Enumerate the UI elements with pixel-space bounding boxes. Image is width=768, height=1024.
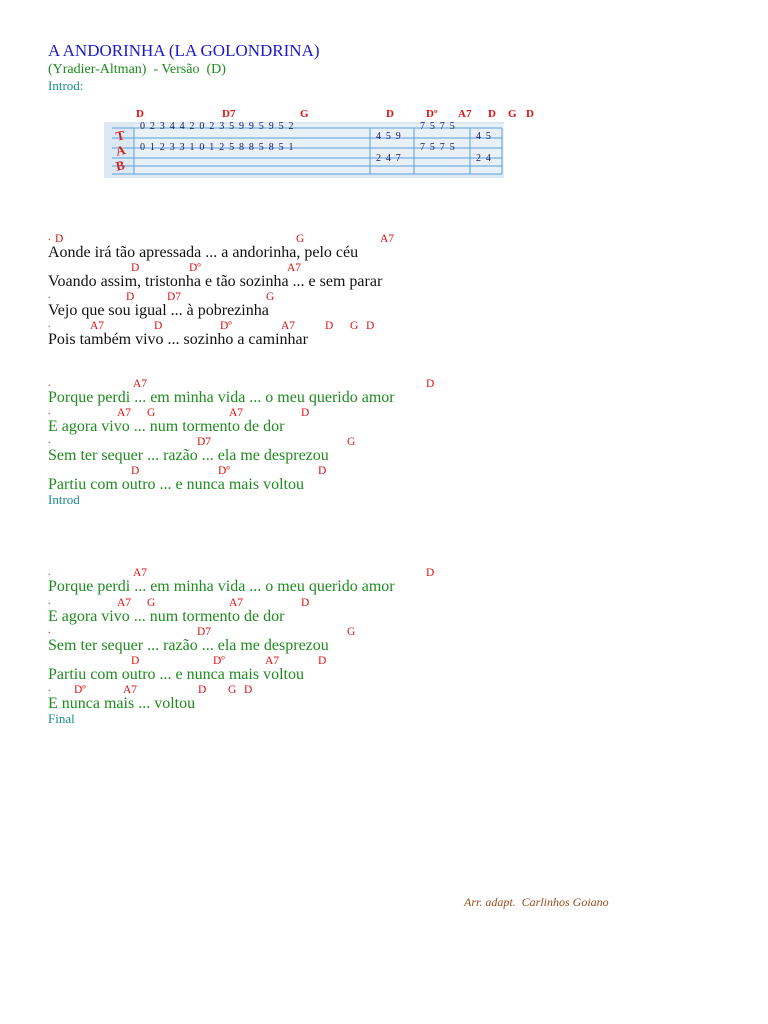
chord: D — [426, 378, 435, 390]
chord: D7 — [197, 436, 212, 448]
chord: D — [318, 655, 327, 667]
chord: D — [318, 465, 327, 477]
chord: D7 — [167, 291, 182, 303]
chord-mark: . — [48, 567, 51, 578]
tab-chord: D — [136, 108, 144, 120]
lyric-line: Vejo que sou igual ... à pobrezinha — [48, 302, 269, 319]
chord: G — [350, 320, 359, 332]
tab-string-2: 4 5 9 — [376, 131, 402, 142]
tab-string-4b: 2 4 — [476, 153, 493, 164]
chord: D — [131, 465, 140, 477]
tablature — [104, 108, 504, 178]
chord: A7 — [265, 655, 280, 667]
lyric-line: Aonde irá tão apressada ... a andorinha, pelo céu — [48, 244, 359, 261]
chord-mark: . — [48, 435, 51, 446]
tab-chord: D — [386, 108, 394, 120]
chord: Dº — [213, 655, 225, 667]
lyric-line: E nunca mais ... voltou — [48, 695, 196, 712]
lyric-line: Pois também vivo ... sozinho a caminhar — [48, 331, 308, 348]
tab-string-3b: 7 5 7 5 — [420, 142, 456, 153]
chord-mark: . — [48, 406, 51, 417]
chord: G — [147, 407, 156, 419]
tab-string-1c: 4 5 — [476, 131, 493, 142]
chord: A7 — [123, 684, 138, 696]
chord: D — [301, 597, 310, 609]
song-subtitle: (Yradier-Altman) - Versão (D) — [48, 62, 226, 77]
lyric-line: Sem ter sequer ... razão ... ela me desprezou — [48, 637, 329, 654]
chord: A7 — [117, 597, 132, 609]
tab-string-1b: 7 5 7 5 — [420, 121, 456, 132]
chord: A7 — [380, 233, 395, 245]
tab-chord: A7 — [458, 108, 472, 120]
svg-text:A: A — [114, 142, 127, 159]
chord: D — [244, 684, 253, 696]
tab-string-3: 0 1 2 3 3 1 0 1 2 5 8 8 5 8 5 1 — [140, 142, 295, 153]
chord-mark: . — [48, 319, 51, 330]
lyric-line: E agora vivo ... num tormento de dor — [48, 418, 285, 435]
chord: A7 — [90, 320, 105, 332]
svg-text:T: T — [114, 127, 127, 144]
chord-mark: . — [48, 596, 51, 607]
tab-chord: G — [508, 108, 517, 120]
tab-string-4: 2 4 7 — [376, 153, 402, 164]
chord: G — [228, 684, 237, 696]
chord: Dº — [218, 465, 230, 477]
lyric-line: E agora vivo ... num tormento de dor — [48, 608, 285, 625]
chord: D7 — [197, 626, 212, 638]
section-label-introd: Introd — [48, 492, 80, 507]
chord: D — [366, 320, 375, 332]
chord: D — [55, 233, 64, 245]
song-title: A ANDORINHA (LA GOLONDRINA) — [48, 41, 320, 60]
chord: D — [131, 262, 140, 274]
chord-mark: . — [48, 232, 51, 243]
chord: A7 — [229, 407, 244, 419]
tab-chord: D7 — [222, 108, 236, 120]
lyric-line: Voando assim, tristonha e tão sozinha ... e sem parar — [48, 273, 383, 290]
tab-chord: D — [526, 108, 534, 120]
tab-chord: G — [300, 108, 309, 120]
chord: D — [198, 684, 207, 696]
chord-mark: . — [48, 683, 51, 694]
chord: G — [296, 233, 305, 245]
chord: D — [325, 320, 334, 332]
chord: Dº — [220, 320, 232, 332]
tab-string-1: 0 2 3 4 4 2 0 2 3 5 9 9 5 9 5 2 — [140, 121, 295, 132]
chord: A7 — [117, 407, 132, 419]
chord: D — [131, 655, 140, 667]
tab-chord: D — [488, 108, 496, 120]
chord: A7 — [281, 320, 296, 332]
chord: D — [126, 291, 135, 303]
chord: D — [301, 407, 310, 419]
arrangement-credit: Arr. adapt. Carlinhos Goiano — [464, 895, 609, 909]
intro-label: Introd: — [48, 78, 84, 93]
section-label-final: Final — [48, 711, 75, 726]
chord: A7 — [133, 378, 148, 390]
lyric-line: Sem ter sequer ... razão ... ela me desprezou — [48, 447, 329, 464]
lyric-line: Porque perdi ... em minha vida ... o meu querido amor — [48, 389, 395, 406]
chord: Dº — [74, 684, 86, 696]
chord: G — [347, 436, 356, 448]
chord-mark: . — [48, 378, 51, 389]
chord-mark: . — [48, 625, 51, 636]
chord: D — [154, 320, 163, 332]
chord: Dº — [189, 262, 201, 274]
chord: G — [147, 597, 156, 609]
chord: G — [347, 626, 356, 638]
chord: A7 — [229, 597, 244, 609]
chord-mark: . — [48, 290, 51, 301]
chord: A7 — [287, 262, 302, 274]
chord: G — [266, 291, 275, 303]
chord: D — [426, 567, 435, 579]
tab-chord: Dº — [426, 108, 438, 120]
svg-text:B: B — [114, 157, 127, 174]
lyric-line: Porque perdi ... em minha vida ... o meu querido amor — [48, 578, 395, 595]
lyric-line: Partiu com outro ... e nunca mais voltou — [48, 476, 304, 493]
chord: A7 — [133, 567, 148, 579]
lyric-line: Partiu com outro ... e nunca mais voltou — [48, 666, 304, 683]
